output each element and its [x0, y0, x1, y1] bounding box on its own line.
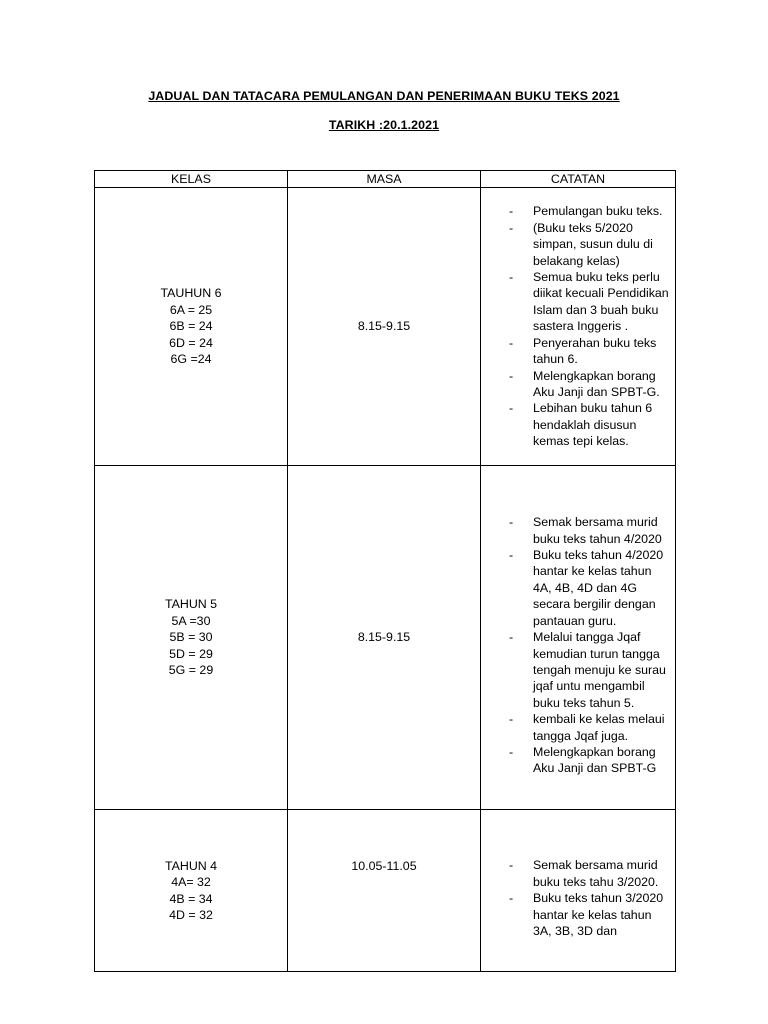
- catatan-item: - Buku teks tahun 3/2020 hantar ke kelas tahun 3A, 3B, 3D dan: [481, 890, 675, 939]
- kelas-class-count: 6A = 25: [169, 302, 213, 317]
- schedule-table: [94, 170, 676, 972]
- catatan-item: - (Buku teks 5/2020 simpan, susun dulu di belakang kelas): [481, 220, 675, 269]
- masa-cell: 8.15-9.15: [288, 466, 481, 810]
- masa-cell: 8.15-9.15: [288, 188, 481, 466]
- catatan-item: - Melengkapkan borang Aku Janji dan SPBT-G: [481, 744, 675, 777]
- catatan-cell: [481, 466, 676, 810]
- catatan-item: - Semak bersama murid buku teks tahun 4/2020: [481, 514, 675, 547]
- kelas-year: TAUHUN 6: [160, 286, 222, 301]
- table-row: [95, 188, 676, 466]
- document-title: JADUAL DAN TATACARA PEMULANGAN DAN PENERIMAAN BUKU TEKS 2021: [148, 89, 620, 103]
- kelas-class-count: 5A =30: [171, 613, 211, 628]
- catatan-item: - Semua buku teks perlu diikat kecuali Pendidikan Islam dan 3 buah buku sastera Inggeris .: [481, 269, 675, 335]
- catatan-cell: [481, 188, 676, 466]
- masa-cell: 10.05-11.05: [288, 810, 481, 972]
- kelas-cell: [95, 188, 288, 466]
- header-kelas: KELAS: [95, 171, 288, 188]
- catatan-item: - Semak bersama murid buku teks tahu 3/2020.: [481, 857, 675, 890]
- kelas-class-count: 4B = 34: [169, 891, 213, 906]
- table-row: [95, 810, 676, 972]
- catatan-list: [481, 498, 675, 777]
- kelas-class-count: 6D = 24: [169, 335, 213, 350]
- kelas-cell: [95, 810, 288, 972]
- kelas-year: TAHUN 4: [164, 859, 218, 873]
- catatan-item: - Buku teks tahun 4/2020 hantar ke kelas tahun 4A, 4B, 4D dan 4G secara bergilir dengan pantauan guru.: [481, 547, 675, 629]
- catatan-item: - kembali ke kelas melaui tangga Jqaf juga.: [481, 711, 675, 744]
- header-masa: MASA: [288, 171, 481, 188]
- kelas-class-count: 6G =24: [170, 352, 212, 367]
- table-header-row: [95, 171, 676, 188]
- kelas-year: TAHUN 5: [164, 597, 218, 612]
- catatan-list: [481, 841, 675, 939]
- catatan-item: - Melengkapkan borang Aku Janji dan SPBT-G.: [481, 368, 675, 401]
- kelas-class-count: 4D = 32: [169, 908, 213, 923]
- document-date: TARIKH :20.1.2021: [328, 118, 440, 132]
- catatan-item: - Lebihan buku tahun 6 hendaklah disusun kemas tepi kelas.: [481, 400, 675, 449]
- catatan-list: [481, 203, 675, 449]
- kelas-class-count: 6B = 24: [169, 319, 213, 334]
- catatan-item: - Pemulangan buku teks.: [481, 203, 675, 219]
- kelas-cell: [95, 466, 288, 810]
- catatan-item: - Melalui tangga Jqaf kemudian turun tangga tengah menuju ke surau jqaf untu mengambil buku teks tahun 5.: [481, 629, 675, 711]
- header-catatan: CATATAN: [481, 171, 676, 188]
- kelas-class-count: 5B = 30: [169, 630, 213, 645]
- kelas-class-count: 5G = 29: [168, 663, 214, 678]
- catatan-cell: [481, 810, 676, 972]
- kelas-class-count: 4A= 32: [171, 875, 211, 890]
- catatan-item: - Penyerahan buku teks tahun 6.: [481, 335, 675, 368]
- table-row: [95, 466, 676, 810]
- kelas-class-count: 5D = 29: [169, 646, 213, 661]
